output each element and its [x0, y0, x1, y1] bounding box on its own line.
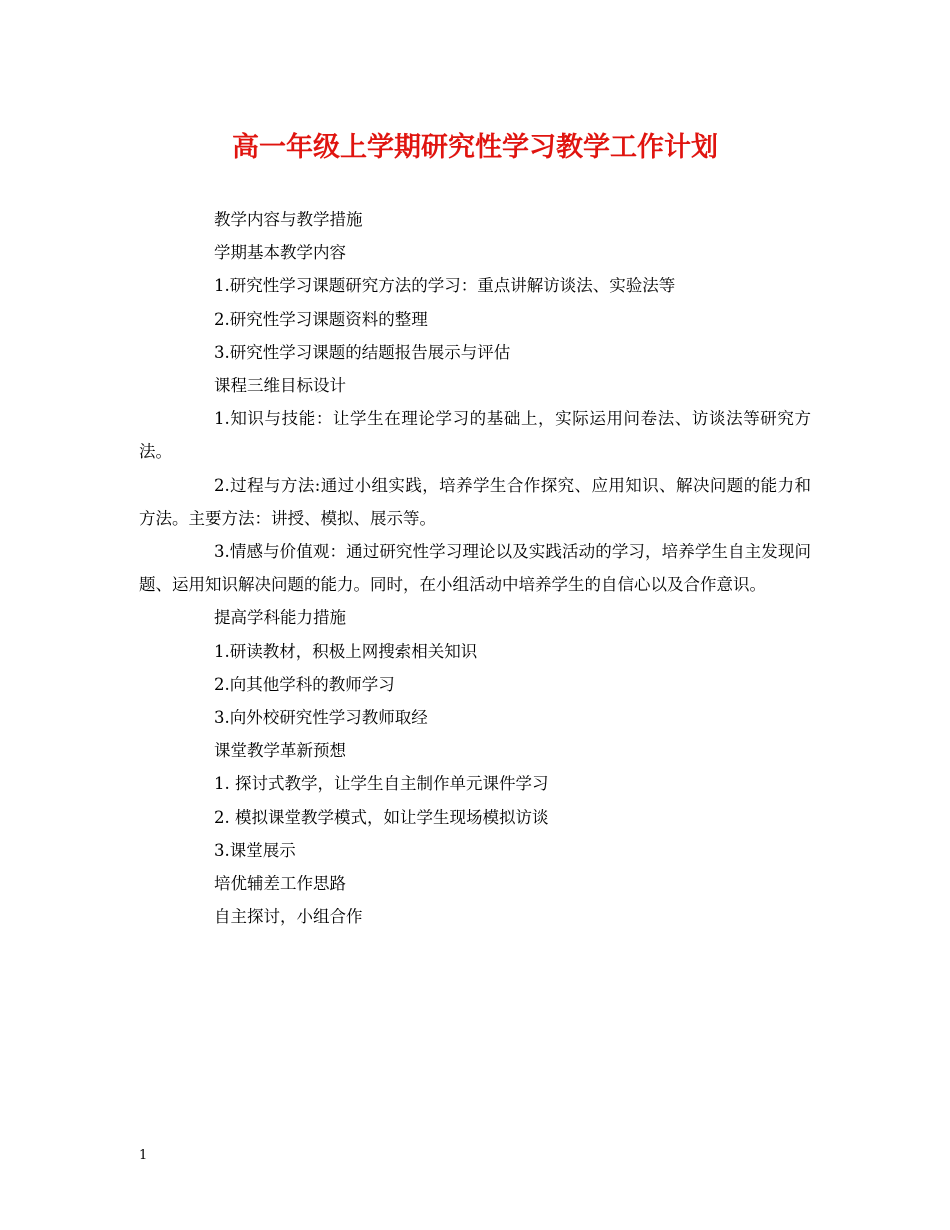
body-paragraph: 自主探讨，小组合作: [214, 907, 363, 927]
document-body: [139, 203, 811, 933]
list-item: 3.研究性学习课题的结题报告展示与评估: [214, 342, 511, 362]
list-item: 3.情感与价值观：通过研究性学习理论以及实践活动的学习，培养学生自主发现问题、运用知识解决问题的能力。同时，在小组活动中培养学生的自信心以及合作意识。: [139, 542, 811, 595]
list-item: 2.向其他学科的教师学习: [214, 674, 395, 694]
list-item: 1.研究性学习课题研究方法的学习：重点讲解访谈法、实验法等: [214, 276, 676, 296]
subsection-heading: 学期基本教学内容: [214, 243, 346, 263]
subsection-heading: 提高学科能力措施: [214, 608, 346, 628]
list-item: 2.研究性学习课题资料的整理: [214, 309, 428, 329]
list-item: 2. 模拟课堂教学模式，如让学生现场模拟访谈: [214, 807, 549, 827]
list-item: 3.课堂展示: [214, 840, 296, 860]
subsection-heading: 培优辅差工作思路: [214, 874, 346, 894]
list-item: 1.知识与技能：让学生在理论学习的基础上，实际运用问卷法、访谈法等研究方法。: [139, 409, 811, 462]
subsection-heading: 课堂教学革新预想: [214, 741, 346, 761]
list-item: 1. 探讨式教学，让学生自主制作单元课件学习: [214, 774, 549, 794]
page-number: 1: [139, 1148, 148, 1163]
list-item: 1.研读教材，积极上网搜索相关知识: [214, 641, 478, 661]
list-item: 3.向外校研究性学习教师取经: [214, 708, 428, 728]
section-heading: 教学内容与教学措施: [214, 210, 363, 229]
subsection-heading: 课程三维目标设计: [214, 376, 346, 396]
list-item: 2.过程与方法:通过小组实践，培养学生合作探究、应用知识、解决问题的能力和方法。主要方法：讲授、模拟、展示等。: [139, 475, 811, 528]
page-title: 高一年级上学期研究性学习教学工作计划: [232, 132, 718, 163]
